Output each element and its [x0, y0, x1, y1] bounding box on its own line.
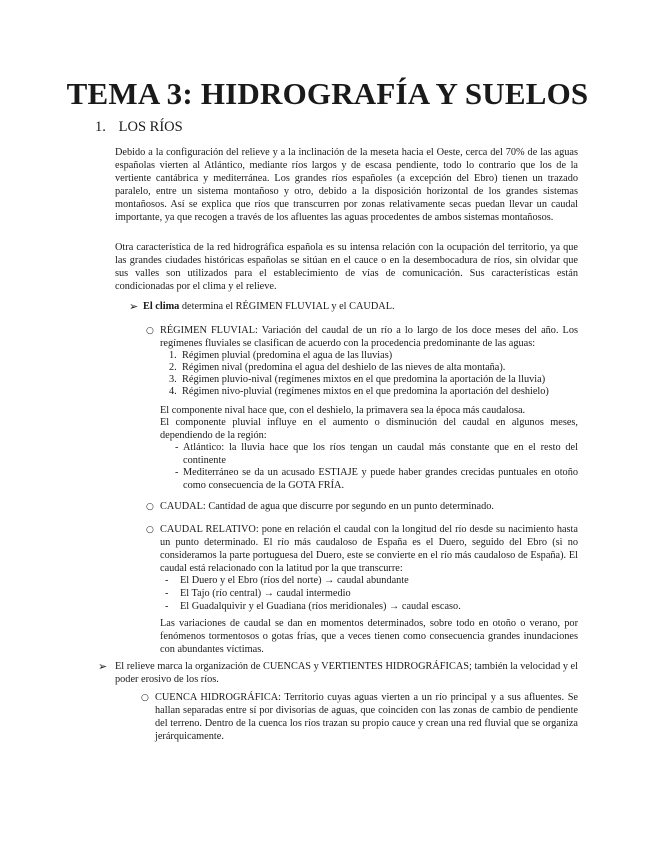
regimen-intro: RÉGIMEN FLUVIAL: Variación del caudal de un río a lo largo de los doce meses del año. Los regímenes fluviales se clasifican de acuerdo con la procedencia predominante de las aguas: [160, 325, 578, 349]
list-number: 3. [169, 374, 177, 385]
section-label: LOS RÍOS [118, 119, 183, 135]
bullet-relieve: El relieve marca la organización de CUENCAS y VERTIENTES HIDROGRÁFICAS; también la velocidad y el poder erosivo de los ríos. [115, 661, 578, 685]
bullet-clima [143, 300, 395, 313]
arrow-bullet-icon: ➢ [98, 660, 108, 673]
circle-bullet-icon: ○ [146, 502, 154, 512]
intro-paragraph-1: Debido a la configuración del relieve y a la inclinación de la meseta hacia el Oeste, cerca del 70% de las aguas españolas vierten al Atlántico, mediante ríos largos y de escasa pendiente, todo lo contrario que los de la vertiente cantábrica y mediterránea. Los grandes ríos españoles (a excepción del Ebro) tienen un trazado paralelo, entre un sistema montañoso y otro, debido a la disposición horizontal de los grandes sistemas montañosos. Así se explica que ríos que transcurren por zonas relativamente secas puedan llevar un caudal importante, ya que recogen a través de los afluentes las aguas procedentes de ambos sistemas montañosos. [115, 147, 578, 223]
latitude-item: El Guadalquivir y el Guadiana (ríos meridionales) → caudal escaso. [180, 601, 461, 612]
region-mediterraneo: Mediterráneo se da un acusado ESTIAJE y puede haber grandes crecidas puntuales en otoño como consecuencia de la GOTA FRÍA. [183, 467, 578, 491]
latitude-item: El Duero y el Ebro (ríos del norte) → caudal abundante [180, 575, 409, 586]
regimen-item: Régimen nival (predomina el agua del deshielo de las nieves de alta montaña). [182, 362, 506, 373]
dash-bullet: - [165, 601, 169, 612]
cuenca-definition: CUENCA HIDROGRÁFICA: Territorio cuyas aguas vierten a un río principal y a sus afluentes. Se hallan separadas entre sí por divisorias de aguas, que coinciden con las zonas de cambio de pendiente del terreno. Dentro de la cuenca los ríos trazan su propio cauce y crean una red fluvial que se organiza jerárquicamente. [155, 692, 578, 742]
bullet-clima-text: determina el RÉGIMEN FLUVIAL y el CAUDAL. [179, 301, 395, 312]
circle-bullet-icon: ○ [146, 525, 154, 535]
latitude-item: El Tajo (río central) → caudal intermedio [180, 588, 351, 599]
circle-bullet-icon: ○ [146, 326, 154, 336]
circle-bullet-icon: ○ [141, 693, 149, 703]
arrow-bullet-icon: ➢ [129, 300, 139, 313]
section-heading [95, 119, 183, 136]
regimen-item: Régimen pluvio-nival (regímenes mixtos en el que predomina la aportación de la lluvia) [182, 374, 546, 385]
regimen-item: Régimen nivo-pluvial (regímenes mixtos en el que predomina la aportación del deshielo) [182, 386, 549, 397]
caudal-relativo-text: CAUDAL RELATIVO: pone en relación el caudal con la longitud del río desde su nacimiento hasta un punto determinado. El río más caudaloso de España es el Duero, seguido del Ebro (si no consideramos la parte portuguesa del Duero, este se convierte en el río más caudaloso de España). El caudal está relacionado con la latitud por la que transcurre: [160, 524, 578, 574]
list-number: 1. [169, 350, 177, 361]
pluvial-note: El componente pluvial influye en el aumento o disminución del caudal en algunos meses, dependiendo de la región: [160, 417, 578, 441]
nival-note: El componente nival hace que, con el deshielo, la primavera sea la época más caudalosa. [160, 405, 526, 416]
list-number: 4. [169, 386, 177, 397]
list-number: 2. [169, 362, 177, 373]
section-number: 1. [95, 119, 106, 135]
caudal-definition: CAUDAL: Cantidad de agua que discurre por segundo en un punto determinado. [160, 501, 494, 512]
dash-bullet: - [165, 588, 169, 599]
dash-bullet: - [175, 442, 179, 453]
bullet-clima-bold: El clima [143, 301, 180, 312]
dash-bullet: - [175, 467, 179, 478]
page-title: TEMA 3: HIDROGRAFÍA Y SUELOS [66, 76, 589, 111]
intro-paragraph-2: Otra característica de la red hidrográfica española es su intensa relación con la ocupación del territorio, ya que las grandes ciudades históricas españolas se sitúan en el cauce o en la desembocadura de ríos, sin olvidar que sus valles son utilizados para el establecimiento de vías de comunicación. Sus características están condicionadas por el clima y el relieve. [115, 242, 578, 292]
dash-bullet: - [165, 575, 169, 586]
variaciones-note: Las variaciones de caudal se dan en momentos determinados, sobre todo en otoño o verano, por fenómenos tormentosos o gotas frías, que a veces tienen como consecuencia grandes inundaciones con abundantes víctimas. [160, 618, 578, 655]
regimen-item: Régimen pluvial (predomina el agua de las lluvias) [182, 350, 393, 361]
region-atlantico: Atlántico: la lluvia hace que los ríos tengan un caudal más constante que en el resto del continente [183, 442, 578, 466]
